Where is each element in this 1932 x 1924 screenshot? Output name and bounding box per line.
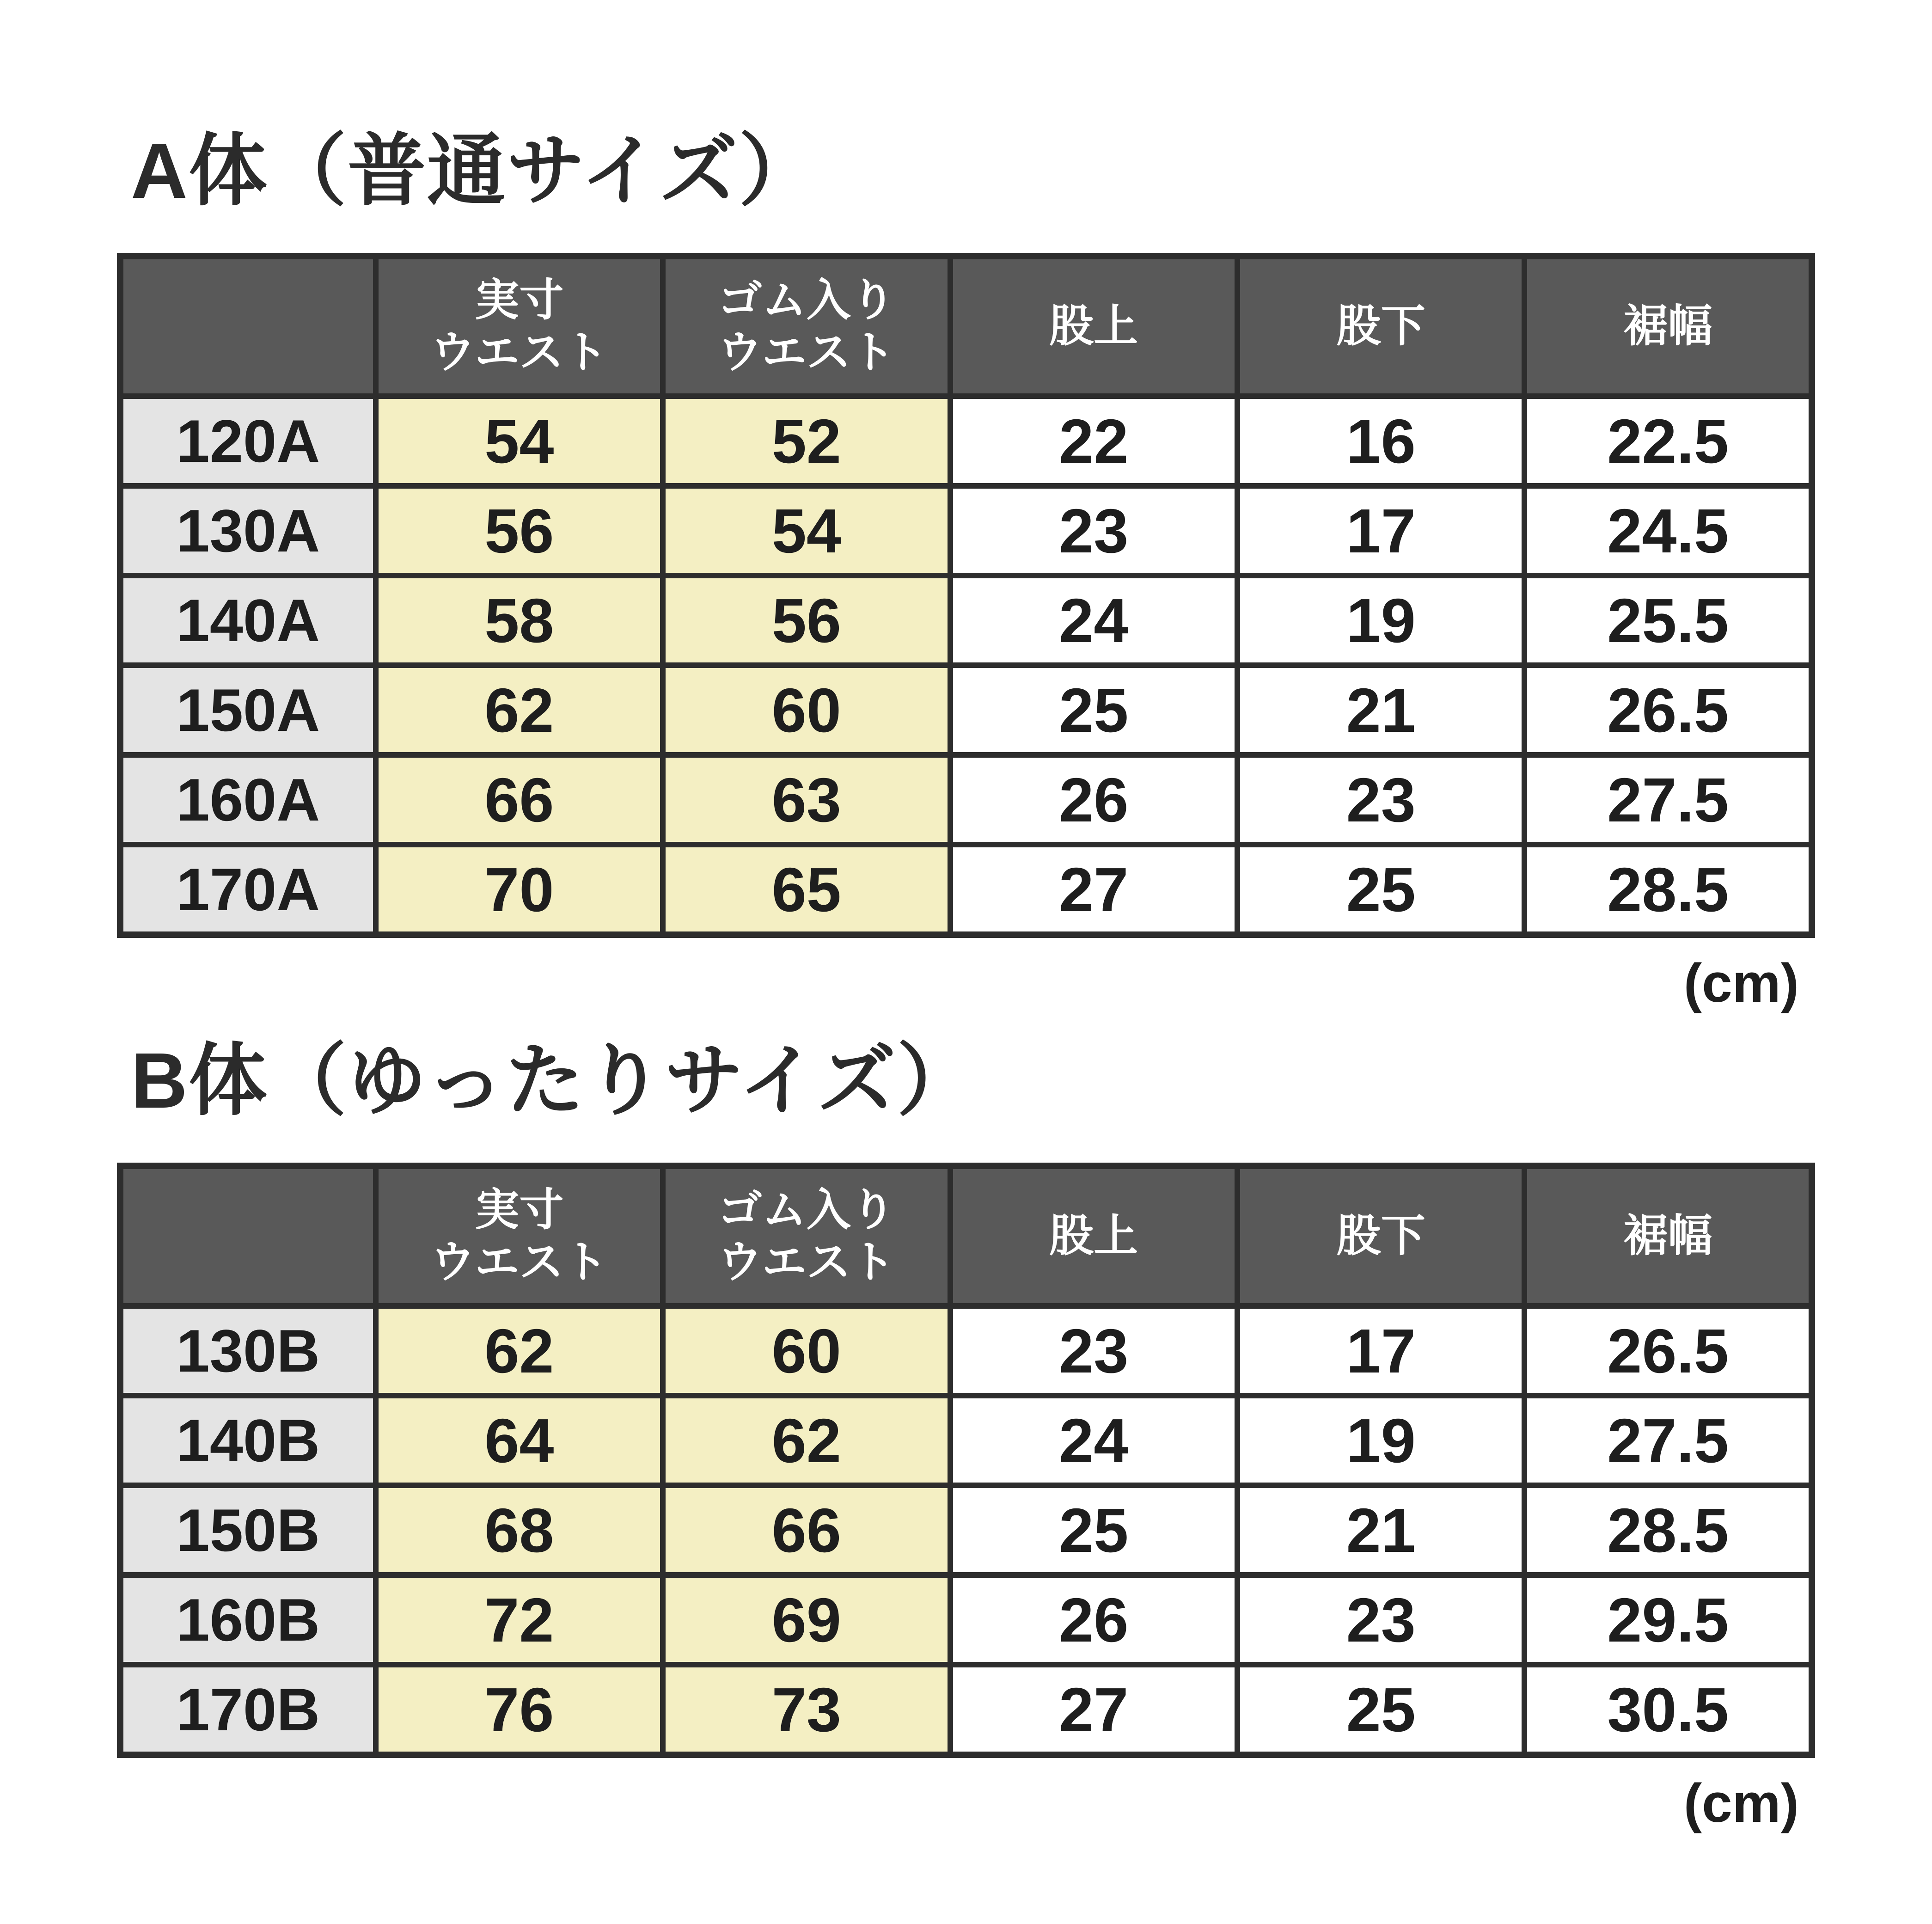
value-cell: 52 [663,396,950,486]
size-table-a [117,253,1815,938]
value-cell: 21 [1237,1485,1524,1575]
unit-label: (cm) [1683,1773,1799,1834]
size-label-cell: 120A [120,396,376,486]
size-label-cell: 140A [120,576,376,665]
value-cell: 27.5 [1524,755,1812,845]
value-cell: 64 [376,1396,663,1485]
value-cell: 27.5 [1524,1396,1812,1485]
column-header-elastic-waist [663,1166,950,1306]
value-cell: 62 [376,1306,663,1396]
column-header-rise [950,256,1237,396]
column-header-label: ゴム入り [717,1185,895,1235]
size-label-cell: 130B [120,1306,376,1396]
content-wrapper [117,0,1815,1835]
value-cell: 25.5 [1524,576,1812,665]
table-row [120,1396,1812,1485]
section-title-b: B体（ゆったりサイズ） [131,1037,977,1125]
value-cell: 66 [663,1485,950,1575]
value-cell: 72 [376,1575,663,1665]
corner-header-cell [120,1166,376,1306]
column-header-label: 実寸 [475,1185,564,1235]
size-label-cell: 130A [120,486,376,576]
size-label-cell: 150A [120,665,376,755]
column-header-label: ゴム入り [717,275,895,325]
value-cell: 30.5 [1524,1665,1812,1755]
column-header-actual-waist [376,1166,663,1306]
table-row [120,845,1812,935]
value-cell: 66 [376,755,663,845]
value-cell: 25 [1237,1665,1524,1755]
size-label-cell: 150B [120,1485,376,1575]
value-cell: 70 [376,845,663,935]
column-header-hem-width [1524,1166,1812,1306]
column-header-inseam [1237,256,1524,396]
table-row [120,755,1812,845]
value-cell: 62 [663,1396,950,1485]
value-cell: 17 [1237,486,1524,576]
column-header-hem-width [1524,256,1812,396]
column-header-label: 股下 [1336,301,1425,351]
value-cell: 23 [1237,1575,1524,1665]
value-cell: 54 [376,396,663,486]
column-header-label: ウエスト [717,328,895,377]
size-label-cell: 140B [120,1396,376,1485]
column-header-inseam [1237,1166,1524,1306]
value-cell: 24.5 [1524,486,1812,576]
header-row [120,256,1812,396]
value-cell: 58 [376,576,663,665]
value-cell: 23 [1237,755,1524,845]
column-header-label: ウエスト [430,1238,608,1287]
column-header-actual-waist [376,256,663,396]
column-header-label: 実寸 [475,275,564,325]
value-cell: 22 [950,396,1237,486]
value-cell: 60 [663,665,950,755]
value-cell: 63 [663,755,950,845]
header-row [120,1166,1812,1306]
value-cell: 65 [663,845,950,935]
column-header-label: 裾幅 [1623,1211,1712,1261]
column-header-label: ウエスト [717,1238,895,1287]
value-cell: 25 [950,1485,1237,1575]
value-cell: 26 [950,755,1237,845]
table-row [120,665,1812,755]
value-cell: 27 [950,1665,1237,1755]
value-cell: 24 [950,576,1237,665]
value-cell: 21 [1237,665,1524,755]
unit-label: (cm) [1683,953,1799,1014]
column-header-label: ウエスト [430,328,608,377]
size-label-cell: 160B [120,1575,376,1665]
size-table-b [117,1163,1815,1758]
column-header-rise [950,1166,1237,1306]
value-cell: 25 [950,665,1237,755]
table-row [120,396,1812,486]
value-cell: 54 [663,486,950,576]
value-cell: 28.5 [1524,845,1812,935]
table-row [120,1665,1812,1755]
size-label-cell: 160A [120,755,376,845]
value-cell: 17 [1237,1306,1524,1396]
value-cell: 16 [1237,396,1524,486]
value-cell: 29.5 [1524,1575,1812,1665]
value-cell: 19 [1237,576,1524,665]
table-row [120,1485,1812,1575]
table-row [120,1575,1812,1665]
corner-header-cell [120,256,376,396]
column-header-label: 股上 [1049,301,1138,351]
table-row [120,1306,1812,1396]
table-row [120,486,1812,576]
value-cell: 73 [663,1665,950,1755]
value-cell: 56 [663,576,950,665]
value-cell: 60 [663,1306,950,1396]
value-cell: 19 [1237,1396,1524,1485]
section-title-a: A体（普通サイズ） [131,127,819,215]
value-cell: 24 [950,1396,1237,1485]
value-cell: 76 [376,1665,663,1755]
column-header-elastic-waist [663,256,950,396]
value-cell: 26 [950,1575,1237,1665]
column-header-label: 股下 [1336,1211,1425,1261]
value-cell: 26.5 [1524,665,1812,755]
value-cell: 25 [1237,845,1524,935]
value-cell: 56 [376,486,663,576]
value-cell: 26.5 [1524,1306,1812,1396]
size-label-cell: 170A [120,845,376,935]
value-cell: 22.5 [1524,396,1812,486]
value-cell: 28.5 [1524,1485,1812,1575]
size-label-cell: 170B [120,1665,376,1755]
value-cell: 68 [376,1485,663,1575]
column-header-label: 股上 [1049,1211,1138,1261]
value-cell: 23 [950,1306,1237,1396]
column-header-label: 裾幅 [1623,301,1712,351]
table-row [120,576,1812,665]
value-cell: 69 [663,1575,950,1665]
value-cell: 27 [950,845,1237,935]
value-cell: 23 [950,486,1237,576]
value-cell: 62 [376,665,663,755]
